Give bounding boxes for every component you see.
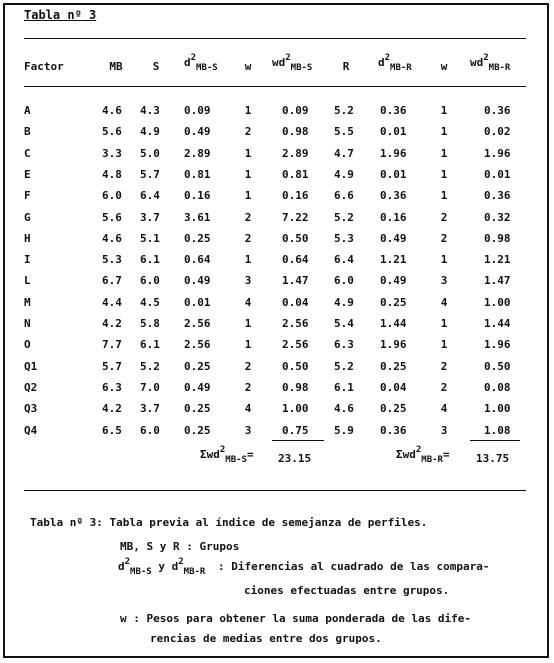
cell-s: 3.7 — [140, 211, 160, 224]
cell-r: 5.2 — [334, 360, 354, 373]
cell-w1: 1 — [244, 147, 252, 160]
cell-r: 4.7 — [334, 147, 354, 160]
cell-r: 6.6 — [334, 189, 354, 202]
header-w-1: w — [244, 60, 252, 73]
cell-d2r: 0.25 — [380, 402, 407, 415]
cell-w2: 4 — [440, 296, 448, 309]
cell-s: 6.1 — [140, 253, 160, 266]
cell-s: 6.0 — [140, 424, 160, 437]
cell-wd2r: 0.32 — [484, 211, 511, 224]
cell-wd2r: 0.01 — [484, 168, 511, 181]
cell-w1: 1 — [244, 317, 252, 330]
cell-d2r: 0.01 — [380, 125, 407, 138]
cell-wd2s: 0.81 — [282, 168, 309, 181]
cell-r: 5.3 — [334, 232, 354, 245]
cell-d2r: 0.49 — [380, 232, 407, 245]
cell-s: 7.0 — [140, 381, 160, 394]
cell-factor: F — [24, 189, 31, 202]
cell-mb: 4.8 — [102, 168, 122, 181]
cell-wd2s: 2.89 — [282, 147, 309, 160]
cell-mb: 6.3 — [102, 381, 122, 394]
caption-line: Tabla nº 3: Tabla previa al índice de semejanza de perfiles. — [30, 516, 428, 529]
cell-factor: G — [24, 211, 31, 224]
cell-d2r: 1.44 — [380, 317, 407, 330]
cell-s: 5.7 — [140, 168, 160, 181]
cell-w2: 3 — [440, 424, 448, 437]
cell-r: 5.4 — [334, 317, 354, 330]
cell-w2: 1 — [440, 253, 448, 266]
cell-d2s: 2.56 — [184, 317, 211, 330]
cell-mb: 4.2 — [102, 317, 122, 330]
cell-w1: 4 — [244, 296, 252, 309]
cell-d2s: 0.01 — [184, 296, 211, 309]
cell-wd2r: 1.47 — [484, 274, 511, 287]
cell-mb: 3.3 — [102, 147, 122, 160]
cell-d2r: 0.25 — [380, 296, 407, 309]
cell-w1: 3 — [244, 274, 252, 287]
cell-d2s: 0.09 — [184, 104, 211, 117]
cell-w2: 1 — [440, 317, 448, 330]
cell-mb: 5.3 — [102, 253, 122, 266]
cell-factor: Q2 — [24, 381, 38, 394]
cell-w2: 1 — [440, 104, 448, 117]
cell-d2s: 0.25 — [184, 424, 211, 437]
cell-r: 4.9 — [334, 168, 354, 181]
cell-s: 5.2 — [140, 360, 160, 373]
cell-s: 6.4 — [140, 189, 160, 202]
cell-w1: 1 — [244, 168, 252, 181]
cell-w1: 1 — [244, 253, 252, 266]
cell-factor: Q4 — [24, 424, 38, 437]
cell-wd2s: 0.50 — [282, 360, 309, 373]
cell-s: 5.8 — [140, 317, 160, 330]
cell-s: 5.0 — [140, 147, 160, 160]
note-groups: MB, S y R : Grupos — [120, 540, 240, 553]
cell-w1: 1 — [244, 189, 252, 202]
header-w-2: w — [440, 60, 448, 73]
cell-wd2r: 1.00 — [484, 296, 511, 309]
cell-wd2s: 0.04 — [282, 296, 309, 309]
cell-d2r: 0.36 — [380, 189, 407, 202]
note-weights-cont: rencias de medias entre dos grupos. — [150, 632, 382, 645]
cell-factor: A — [24, 104, 31, 117]
cell-d2r: 1.21 — [380, 253, 407, 266]
cell-factor: B — [24, 125, 31, 138]
cell-mb: 5.6 — [102, 211, 122, 224]
cell-w1: 2 — [244, 381, 252, 394]
cell-d2r: 1.96 — [380, 338, 407, 351]
header-d2-mbs: $d^2_{MB-S}$ — [184, 53, 218, 73]
cell-d2s: 0.25 — [184, 360, 211, 373]
cell-wd2s: 0.09 — [282, 104, 309, 117]
cell-wd2r: 1.08 — [484, 424, 511, 437]
cell-d2r: 1.96 — [380, 147, 407, 160]
cell-d2s: 0.64 — [184, 253, 211, 266]
cell-d2r: 0.36 — [380, 424, 407, 437]
cell-w2: 2 — [440, 232, 448, 245]
cell-wd2r: 0.08 — [484, 381, 511, 394]
cell-mb: 4.6 — [102, 104, 122, 117]
cell-w2: 1 — [440, 168, 448, 181]
cell-mb: 6.0 — [102, 189, 122, 202]
cell-r: 5.2 — [334, 211, 354, 224]
cell-d2r: 0.16 — [380, 211, 407, 224]
cell-w2: 4 — [440, 402, 448, 415]
cell-wd2r: 1.96 — [484, 338, 511, 351]
cell-wd2s: 1.47 — [282, 274, 309, 287]
sum-label-mbr: Σwd$^2_{MB-R}$= — [396, 445, 450, 465]
cell-w2: 2 — [440, 360, 448, 373]
cell-s: 3.7 — [140, 402, 160, 415]
header-wd2-mbs: $wd^2_{MB-S}$ — [272, 53, 313, 73]
cell-d2r: 0.49 — [380, 274, 407, 287]
header-s: S — [152, 60, 160, 73]
cell-factor: I — [24, 253, 31, 266]
cell-w2: 2 — [440, 211, 448, 224]
cell-s: 6.0 — [140, 274, 160, 287]
header-factor: Factor — [24, 60, 64, 73]
cell-wd2r: 0.36 — [484, 189, 511, 202]
cell-w2: 1 — [440, 189, 448, 202]
header-mb: MB — [109, 60, 123, 73]
cell-factor: M — [24, 296, 31, 309]
cell-w1: 1 — [244, 104, 252, 117]
cell-d2r: 0.25 — [380, 360, 407, 373]
cell-wd2r: 1.96 — [484, 147, 511, 160]
cell-d2s: 0.49 — [184, 274, 211, 287]
cell-wd2s: 0.75 — [282, 424, 309, 437]
cell-wd2s: 7.22 — [282, 211, 309, 224]
cell-d2s: 0.49 — [184, 125, 211, 138]
cell-s: 6.1 — [140, 338, 160, 351]
cell-s: 4.3 — [140, 104, 160, 117]
cell-factor: L — [24, 274, 31, 287]
cell-r: 6.3 — [334, 338, 354, 351]
cell-r: 5.5 — [334, 125, 354, 138]
table-title: Tabla nº 3 — [24, 8, 97, 22]
cell-factor: O — [24, 338, 31, 351]
cell-mb: 5.7 — [102, 360, 122, 373]
cell-r: 5.9 — [334, 424, 354, 437]
cell-r: 6.0 — [334, 274, 354, 287]
sum-value-mbs: 23.15 — [278, 452, 312, 465]
header-wd2-mbr: $wd^2_{MB-R}$ — [470, 53, 511, 73]
cell-mb: 6.5 — [102, 424, 122, 437]
cell-w2: 3 — [440, 274, 448, 287]
cell-wd2r: 0.36 — [484, 104, 511, 117]
cell-wd2r: 0.02 — [484, 125, 511, 138]
sum-label-mbs: Σwd$^2_{MB-S}$= — [200, 445, 254, 465]
cell-wd2s: 2.56 — [282, 338, 309, 351]
cell-s: 5.1 — [140, 232, 160, 245]
note-differences-cont: ciones efectuadas entre grupos. — [244, 584, 450, 597]
header-d2-mbr: $d^2_{MB-R}$ — [378, 53, 412, 73]
header-r: R — [342, 60, 350, 73]
cell-d2s: 0.25 — [184, 402, 211, 415]
cell-w1: 3 — [244, 424, 252, 437]
cell-wd2r: 0.98 — [484, 232, 511, 245]
cell-factor: H — [24, 232, 31, 245]
cell-wd2r: 1.21 — [484, 253, 511, 266]
cell-w1: 2 — [244, 211, 252, 224]
cell-w2: 1 — [440, 147, 448, 160]
cell-w1: 1 — [244, 338, 252, 351]
cell-s: 4.5 — [140, 296, 160, 309]
cell-wd2s: 0.64 — [282, 253, 309, 266]
cell-s: 4.9 — [140, 125, 160, 138]
cell-wd2s: 0.98 — [282, 125, 309, 138]
cell-r: 4.6 — [334, 402, 354, 415]
cell-factor: Q3 — [24, 402, 38, 415]
cell-wd2s: 0.98 — [282, 381, 309, 394]
cell-d2r: 0.04 — [380, 381, 407, 394]
table-top-rule — [24, 38, 526, 39]
cell-factor: C — [24, 147, 31, 160]
cell-r: 6.1 — [334, 381, 354, 394]
cell-wd2s: 0.50 — [282, 232, 309, 245]
cell-w1: 2 — [244, 125, 252, 138]
cell-d2s: 2.56 — [184, 338, 211, 351]
sum-value-mbr: 13.75 — [476, 452, 510, 465]
cell-r: 4.9 — [334, 296, 354, 309]
cell-mb: 5.6 — [102, 125, 122, 138]
cell-wd2r: 0.50 — [484, 360, 511, 373]
cell-w1: 2 — [244, 232, 252, 245]
cell-wd2s: 1.00 — [282, 402, 309, 415]
note-weights: w : Pesos para obtener la suma ponderada de las dife- — [120, 612, 471, 625]
cell-wd2s: 2.56 — [282, 317, 309, 330]
sum-rule-mbs — [272, 440, 324, 441]
header-rule — [24, 86, 526, 87]
note-differences: $d^2_{MB-S}$ y $d^2_{MB-R}$ : Diferencias al cuadrado de las compara- — [118, 557, 490, 577]
cell-w1: 2 — [244, 360, 252, 373]
cell-mb: 7.7 — [102, 338, 122, 351]
cell-d2r: 0.36 — [380, 104, 407, 117]
cell-d2s: 3.61 — [184, 211, 211, 224]
cell-mb: 6.7 — [102, 274, 122, 287]
cell-wd2s: 0.16 — [282, 189, 309, 202]
cell-w2: 2 — [440, 381, 448, 394]
cell-wd2r: 1.00 — [484, 402, 511, 415]
cell-mb: 4.4 — [102, 296, 122, 309]
sum-rule-mbr — [470, 440, 520, 441]
cell-d2s: 0.25 — [184, 232, 211, 245]
cell-w2: 1 — [440, 125, 448, 138]
cell-d2r: 0.01 — [380, 168, 407, 181]
cell-d2s: 0.81 — [184, 168, 211, 181]
cell-w2: 1 — [440, 338, 448, 351]
cell-r: 6.4 — [334, 253, 354, 266]
cell-r: 5.2 — [334, 104, 354, 117]
cell-d2s: 0.49 — [184, 381, 211, 394]
cell-w1: 4 — [244, 402, 252, 415]
cell-factor: N — [24, 317, 31, 330]
cell-mb: 4.6 — [102, 232, 122, 245]
table-bottom-rule — [24, 490, 526, 491]
cell-factor: E — [24, 168, 31, 181]
cell-d2s: 2.89 — [184, 147, 211, 160]
cell-mb: 4.2 — [102, 402, 122, 415]
cell-wd2r: 1.44 — [484, 317, 511, 330]
cell-d2s: 0.16 — [184, 189, 211, 202]
cell-factor: Q1 — [24, 360, 38, 373]
